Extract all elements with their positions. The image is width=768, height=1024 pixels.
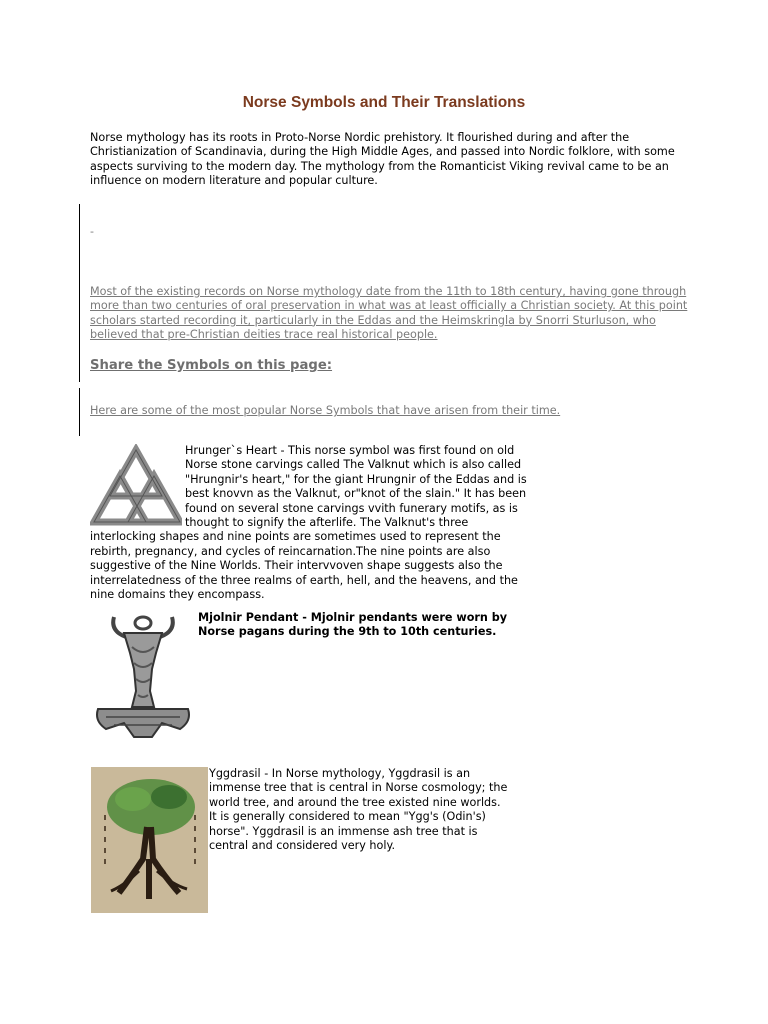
page-title: Norse Symbols and Their Translations bbox=[242, 94, 526, 111]
valknut-icon bbox=[90, 444, 182, 530]
yggdrasil-text: Yggdrasil - In Norse mythology, Yggdrasil is an immense tree that is central in Norse cosmology; the world tree, and around the tree existed nine worlds. It is generally considered to mean "Ygg's (Odin's) horse". Yggdrasil is an immense ash tree that is central and considered very holy. bbox=[209, 767, 508, 853]
left-border-line bbox=[79, 204, 80, 382]
yggdrasil-tree-icon bbox=[91, 767, 208, 913]
dash-mark: - bbox=[90, 225, 94, 238]
mjolnir-pendant-icon bbox=[92, 611, 194, 739]
mjolnir-text: Mjolnir Pendant - Mjolnir pendants were worn by Norse pagans during the 9th to 10th centuries. bbox=[198, 611, 508, 639]
valknut-section bbox=[90, 444, 530, 602]
popular-symbols-link[interactable]: Here are some of the most popular Norse Symbols that have arisen from their time. bbox=[90, 404, 561, 417]
yggdrasil-section bbox=[91, 767, 531, 913]
valknut-text: Hrunger`s Heart - This norse symbol was first found on old Norse stone carvings called The Valknut which is also called "Hrungnir's heart," for the giant Hrungnir of the Eddas and is best knovvn as the Valknut, or"knot of the slain." It has been found on several stone carvings vvith funerary motifs, as is thought to signify the afterlife. The Valknut's three interlocking shapes and nine points are sometimes used to represent the rebirth, pregnancy, and cycles of reincarnation.The nine points are also suggestive of the Nine Worlds. Their intervvoven shape suggests also the interrelatedness of the three realms of earth, hell, and the heavens, and the nine domains they encompass. bbox=[90, 444, 527, 602]
left-border-line-lower bbox=[79, 388, 80, 436]
mjolnir-section bbox=[92, 611, 512, 739]
intro-paragraph: Norse mythology has its roots in Proto-Norse Nordic prehistory. It flourished during and after the Christianization of Scandinavia, during the High Middle Ages, and passed into Nordic folklore, with some aspects surviving to the modern day. The mythology from the Romanticist Viking revival came to be an influence on modern literature and popular culture. bbox=[90, 131, 675, 188]
records-link[interactable]: Most of the existing records on Norse mythology date from the 11th to 18th century, having gone through more than two centuries of oral preservation in what was at least officially a Christian society. At this point scholars started recording it, particularly in the Eddas and the Heimskringla by Snorri Sturluson, who believed that pre-Christian deities trace real historical people. bbox=[90, 285, 688, 342]
share-heading-link[interactable]: Share the Symbols on this page: bbox=[90, 358, 333, 373]
